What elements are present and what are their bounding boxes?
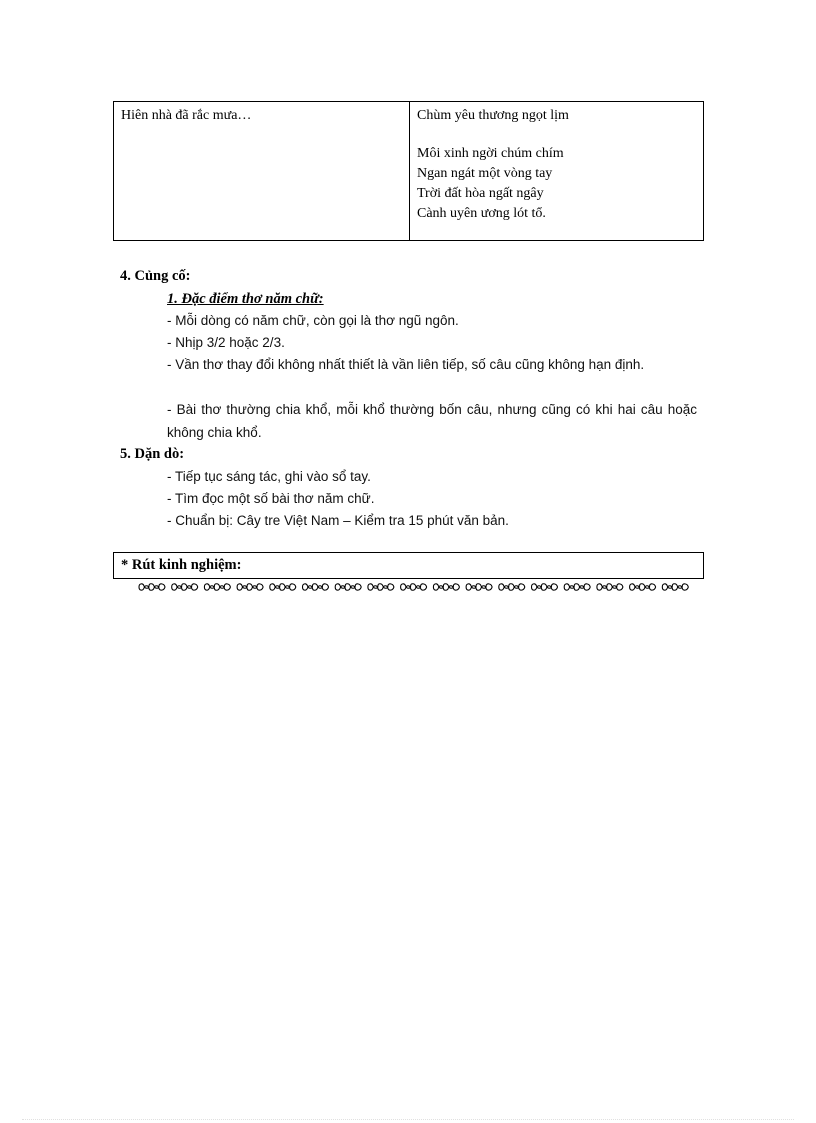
- section5-item: - Chuẩn bị: Cây tre Việt Nam – Kiểm tra 15 phút văn bản.: [167, 513, 509, 528]
- poem-table: [113, 101, 704, 241]
- section4-heading: 4. Củng cố:: [120, 268, 191, 284]
- ornament-motif: [303, 584, 329, 591]
- ornament-motif: [499, 584, 525, 591]
- poem-line: Môi xinh ngời chúm chím: [417, 146, 564, 161]
- ornament-motif: [466, 584, 492, 591]
- poem-left-cell: [114, 102, 410, 240]
- poem-right-title: Chùm yêu thương ngọt lịm: [417, 108, 569, 123]
- ornament-motif: [204, 584, 230, 591]
- poem-left-line: Hiên nhà đã rắc mưa…: [121, 108, 252, 123]
- ornament-motif: [433, 584, 459, 591]
- ornament-motif: [401, 584, 427, 591]
- page-bottom-border: [22, 1119, 794, 1120]
- ornament-motif: [270, 584, 296, 591]
- poem-right-cell: [410, 102, 703, 240]
- ornament-motif: [564, 584, 590, 591]
- ornament-motif: [139, 584, 165, 591]
- ornament-motif: [630, 584, 656, 591]
- ornament-motif: [368, 584, 394, 591]
- ornament-motif: [662, 584, 688, 591]
- ornament-pattern-icon: [136, 580, 692, 594]
- poem-line: Ngan ngát một vòng tay: [417, 166, 553, 181]
- section4-item: - Vần thơ thay đổi không nhất thiết là vần liên tiếp, số câu cũng không hạn định.: [167, 357, 645, 372]
- section5-heading: 5. Dặn dò:: [120, 446, 185, 462]
- section4-item: - Bài thơ thường chia khổ, mỗi khổ thường bốn câu, nhưng cũng có khi hai câu hoặc không chia khổ.: [167, 402, 697, 440]
- ornament-motif: [237, 584, 263, 591]
- section4-item: - Mỗi dòng có năm chữ, còn gọi là thơ ngũ ngôn.: [167, 313, 459, 328]
- ornament-motif: [172, 584, 198, 591]
- rut-kinh-nghiem-box: * Rút kinh nghiệm:: [113, 552, 704, 579]
- ornament-motif: [597, 584, 623, 591]
- ornament-motif: [532, 584, 558, 591]
- ornament-motif: [335, 584, 361, 591]
- section4-subheading: 1. Đặc điểm thơ năm chữ:: [167, 291, 324, 307]
- section4-item: - Nhịp 3/2 hoặc 2/3.: [167, 335, 285, 350]
- section5-item: - Tiếp tục sáng tác, ghi vào sổ tay.: [167, 469, 371, 484]
- poem-line: Cành uyên ương lót tổ.: [417, 206, 546, 221]
- section5-item: - Tìm đọc một số bài thơ năm chữ.: [167, 491, 375, 506]
- poem-line: Trời đất hòa ngất ngây: [417, 186, 544, 201]
- ornament-divider: [136, 580, 692, 594]
